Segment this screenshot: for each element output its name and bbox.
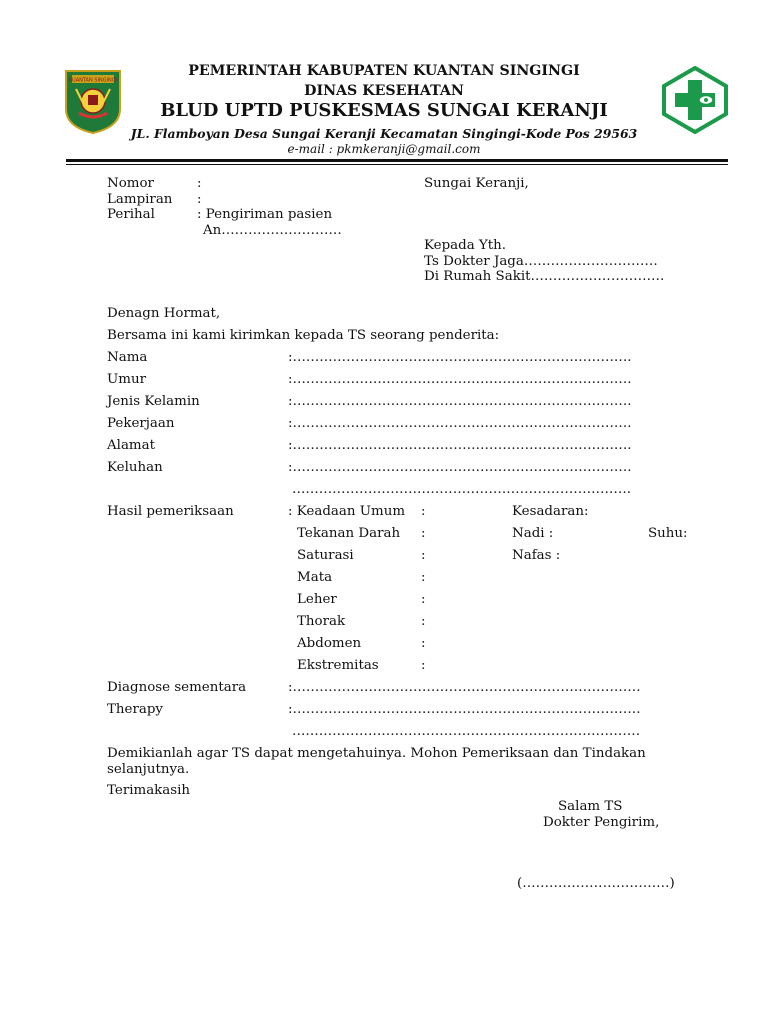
diagnosis-value: :……………………………………………………………………: [288, 680, 641, 695]
therapy-continuation: ……………………………………………………………………: [292, 724, 641, 739]
field-label: Alamat: [107, 438, 155, 453]
exam-item-colon: :: [421, 548, 426, 563]
field-label: Nama: [107, 350, 148, 365]
therapy-value: :……………………………………………………………………: [288, 702, 641, 717]
field-value: :………………………………………………………………….: [288, 350, 632, 365]
closing-line2: selanjutnya.: [107, 762, 190, 777]
field-value: :………………………………………………………………….: [288, 394, 632, 409]
field-label: Pekerjaan: [107, 416, 175, 431]
recipient-line1: Kepada Yth.: [424, 238, 507, 253]
perihal-value: : Pengiriman pasien: [197, 207, 333, 222]
nafas-label: Nafas :: [512, 548, 561, 563]
field-value: :………………………………………………………………….: [288, 372, 632, 387]
recipient-line3: Di Rumah Sakit…………………………: [424, 269, 665, 284]
lampiran-colon: :: [197, 192, 202, 207]
exam-item-colon: :: [421, 570, 426, 585]
exam-item-label: Tekanan Darah: [297, 526, 401, 541]
emblem-text: KUANTAN SINGINGI: [68, 77, 118, 84]
signature-line: (……………………………): [517, 876, 675, 891]
header-government: PEMERINTAH KABUPATEN KUANTAN SINGINGI: [188, 63, 580, 79]
header-department: DINAS KESEHATAN: [304, 83, 464, 99]
header-divider-thick: [66, 159, 728, 162]
exam-item-colon: :: [421, 658, 426, 673]
nadi-label: Nadi :: [512, 526, 554, 541]
closing-line1: Demikianlah agar TS dapat mengetahuinya. Mohon Pemeriksaan dan Tindakan: [107, 746, 646, 761]
keluhan-continuation: ………………………………………………………………….: [292, 482, 632, 497]
nomor-label: Nomor: [107, 176, 154, 191]
field-value: :………………………………………………………………….: [288, 460, 632, 475]
exam-item-label: Saturasi: [297, 548, 354, 563]
exam-item-colon: :: [421, 636, 426, 651]
exam-item-label: Mata: [297, 570, 333, 585]
thanks-text: Terimakasih: [107, 783, 191, 798]
suhu-label: Suhu:: [648, 526, 688, 541]
salam-text: Salam TS: [558, 799, 623, 814]
header-email: e-mail : pkmkeranji@gmail.com: [287, 142, 481, 156]
therapy-label: Therapy: [107, 702, 164, 717]
exam-item-colon: :: [421, 504, 426, 519]
letter-place: Sungai Keranji,: [424, 176, 529, 191]
doctor-title: Dokter Pengirim,: [543, 815, 660, 830]
field-label: Jenis Kelamin: [107, 394, 200, 409]
recipient-line2: Ts Dokter Jaga…………………………: [424, 254, 658, 269]
exam-label: Hasil pemeriksaan: [107, 504, 234, 519]
perihal-label: Perihal: [107, 207, 155, 222]
header-institution: BLUD UPTD PUSKESMAS SUNGAI KERANJI: [160, 100, 608, 121]
header-divider-thin: [66, 164, 728, 165]
field-label: Umur: [107, 372, 147, 387]
exam-item-label: Leher: [297, 592, 337, 607]
header-address: JL. Flamboyan Desa Sungai Keranji Kecamatan Singingi-Kode Pos 29563: [130, 126, 638, 141]
kesadaran-label: Kesadaran:: [512, 504, 589, 519]
exam-item-colon: :: [421, 614, 426, 629]
greeting: Denagn Hormat,: [107, 306, 221, 321]
lampiran-label: Lampiran: [107, 192, 173, 207]
exam-item-colon: :: [421, 526, 426, 541]
an-line: An………………………: [203, 223, 342, 238]
diagnosis-label: Diagnose sementara: [107, 680, 247, 695]
exam-item-colon: :: [421, 592, 426, 607]
exam-item-label: Thorak: [297, 614, 346, 629]
nomor-colon: :: [197, 176, 202, 191]
exam-item-label: Ekstremitas: [297, 658, 379, 673]
field-value: :………………………………………………………………….: [288, 416, 632, 431]
exam-item-label: Abdomen: [297, 636, 362, 651]
exam-item-label: : Keadaan Umum: [288, 504, 406, 519]
field-value: :………………………………………………………………….: [288, 438, 632, 453]
intro-text: Bersama ini kami kirimkan kepada TS seorang penderita:: [107, 328, 500, 343]
field-label: Keluhan: [107, 460, 163, 475]
